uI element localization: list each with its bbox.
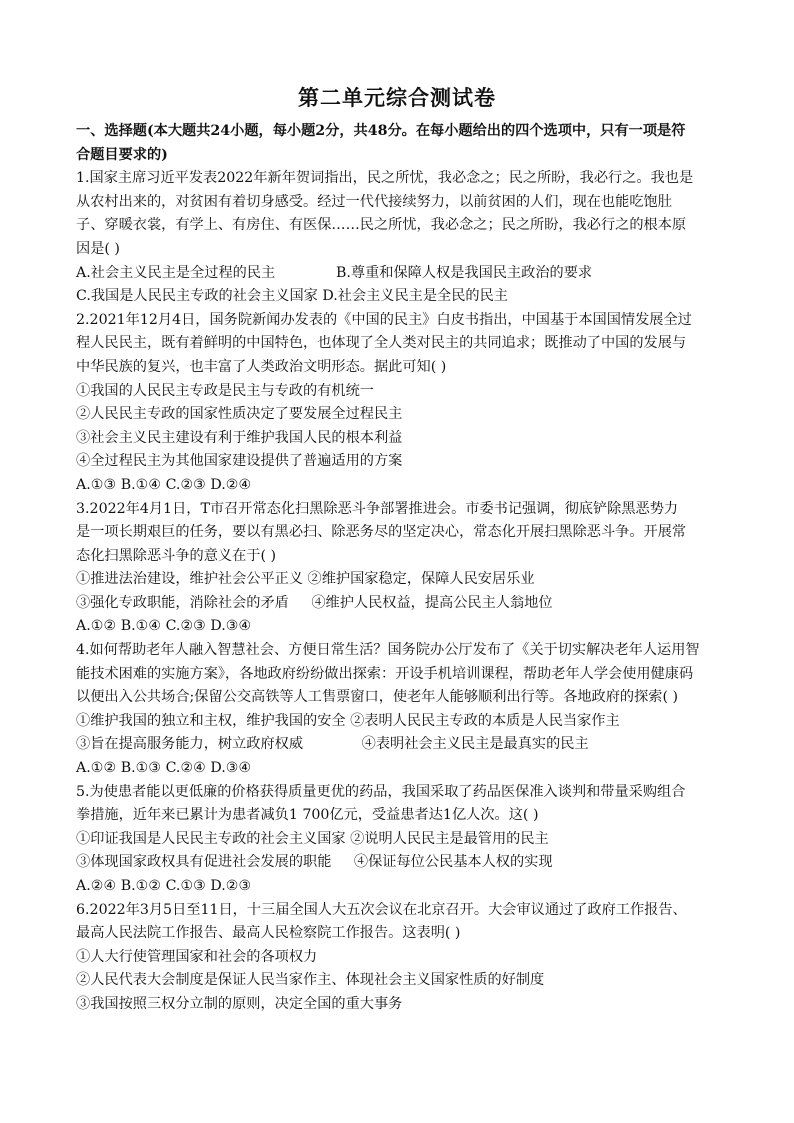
question-3 — [76, 498, 726, 640]
statement-item: ③我国按照三权分立制的原则，决定全国的重大事务 — [76, 995, 403, 1012]
statement-item: ③社会主义民主建设有利于维护我国人民的根本利益 — [76, 429, 403, 446]
statement-item: ②人民民主专政的国家性质决定了要发展全过程民主 — [76, 406, 403, 423]
question-stem-line: 中华民族的复兴，也丰富了人类政治文明形态。据此可知( ) — [76, 358, 447, 375]
statement-item: ③旨在提高服务能力，树立政府权威 ④表明社会主义民主是最真实的民主 — [76, 736, 589, 753]
question-2 — [76, 309, 726, 498]
section-heading-line-2: 合题目要求的) — [76, 146, 168, 163]
statement-item: ①我国的人民民主专政是民主与专政的有机统一 — [76, 382, 374, 399]
question-stem-line: 子、穿暖衣裳，有学上、有房住、有医保……民之所忧，我必念之；民之所盼，我必行之的根本原 — [76, 217, 687, 234]
question-stem-line: 以便出入公共场合;保留公交高铁等人工售票窗口，使老年人能够顺利出行等。各地政府的探索( ) — [76, 689, 679, 706]
statement-item: ①维护我国的独立和主权，维护我国的安全 ②表明人民民主专政的本质是人民当家作主 — [76, 712, 620, 729]
statement-item: ③强化专政职能，消除社会的矛盾 ④维护人民权益，提高公民主人翁地位 — [76, 594, 553, 611]
answer-options: A.①② B.①③ C.②④ D.③④ — [76, 760, 252, 777]
question-6 — [76, 899, 726, 1017]
question-stem-line: 程人民民主，既有着鲜明的中国特色，也体现了全人类对民主的共同追求；既推动了中国的发展与 — [76, 335, 687, 352]
page-title: 第二单元综合测试卷 — [298, 85, 496, 110]
question-stem-line: 3.2022年4月1日，T市召开常态化扫黑除恶斗争部署推进会。市委书记强调，彻底铲除黑恶势力 — [76, 500, 679, 517]
statement-item: ③体现国家政权具有促进社会发展的职能 ④保证每位公民基本人权的实现 — [76, 854, 553, 871]
section-heading-line-1: 一、选择题(本大题共24小题，每小题2分，共48分。在每小题给出的四个选项中，只有一项是符 — [76, 123, 686, 139]
question-stem-line: 6.2022年3月5日至11日，十三届全国人大五次会议在北京召开。大会审议通过了政府工作报告、 — [76, 901, 687, 918]
question-stem-line: 1.国家主席习近平发表2022年新年贺词指出，民之所忧，我必念之；民之所盼，我必行之。我也是 — [76, 170, 694, 187]
option-row — [76, 262, 726, 286]
question-stem-line: 态化扫黑除恶斗争的意义在于( ) — [76, 547, 277, 564]
statement-item: ①印证我国是人民民主专政的社会主义国家 ②说明人民民主是最管用的民主 — [76, 830, 549, 847]
question-stem-line: 4.如何帮助老年人融入智慧社会、方便日常生活？国务院办公厅发布了《关于切实解决老年人运用智 — [76, 642, 700, 659]
question-stem-line: 最高人民法院工作报告、最高人民检察院工作报告。这表明( ) — [76, 925, 461, 942]
question-stem-line: 5.为使患者能以更低廉的价格获得质量更优的药品，我国采取了药品医保准入谈判和带量采购组合 — [76, 783, 686, 800]
exam-content — [76, 120, 726, 1017]
statement-item: ④全过程民主为其他国家建设提供了普遍适用的方案 — [76, 453, 403, 470]
statement-item: ①人大行使管理国家和社会的各项权力 — [76, 948, 318, 965]
statement-item: ②人民代表大会制度是保证人民当家作主、体现社会主义国家性质的好制度 — [76, 972, 545, 989]
answer-options: A.①③ B.①④ C.②③ D.②④ — [76, 476, 252, 493]
question-stem-line: 从农村出来的，对贫困有着切身感受。经过一代代接续努力，以前贫困的人们，现在也能吃饱肚 — [76, 193, 672, 210]
question-stem-line: 是一项长期艰巨的任务，要以有黑必扫、除恶务尽的坚定决心，常态化开展扫黑除恶斗争。开展常 — [76, 524, 687, 541]
question-1 — [76, 167, 726, 309]
answer-options: A.①② B.①④ C.②③ D.③④ — [76, 618, 252, 635]
question-stem-line: 拳措施，近年来已累计为患者减负1 700亿元，受益患者达1亿人次。这( ) — [76, 807, 539, 824]
question-5 — [76, 781, 726, 899]
option-b: B.尊重和保障人权是我国民主政治的要求 — [336, 264, 593, 281]
option-a: A.社会主义民主是全过程的民主 — [76, 264, 276, 281]
question-stem-line: 能技术困难的实施方案》，各地政府纷纷做出探索：开设手机培训课程，帮助老年人学会使用健康码 — [76, 665, 694, 682]
answer-options: A.②④ B.①② C.①③ D.②③ — [76, 878, 252, 894]
question-stem-line: 因是( ) — [76, 240, 120, 257]
question-stem-line: 2.2021年12月4日，国务院新闻办发表的《中国的民主》白皮书指出，中国基于本国国情发展全过 — [76, 311, 692, 328]
statement-item: ①推进法治建设，维护社会公平正义 ②维护国家稳定，保障人民安居乐业 — [76, 571, 535, 588]
option-row-cd: C.我国是人民民主专政的社会主义国家 D.社会主义民主是全民的民主 — [76, 288, 508, 305]
question-4 — [76, 639, 726, 781]
